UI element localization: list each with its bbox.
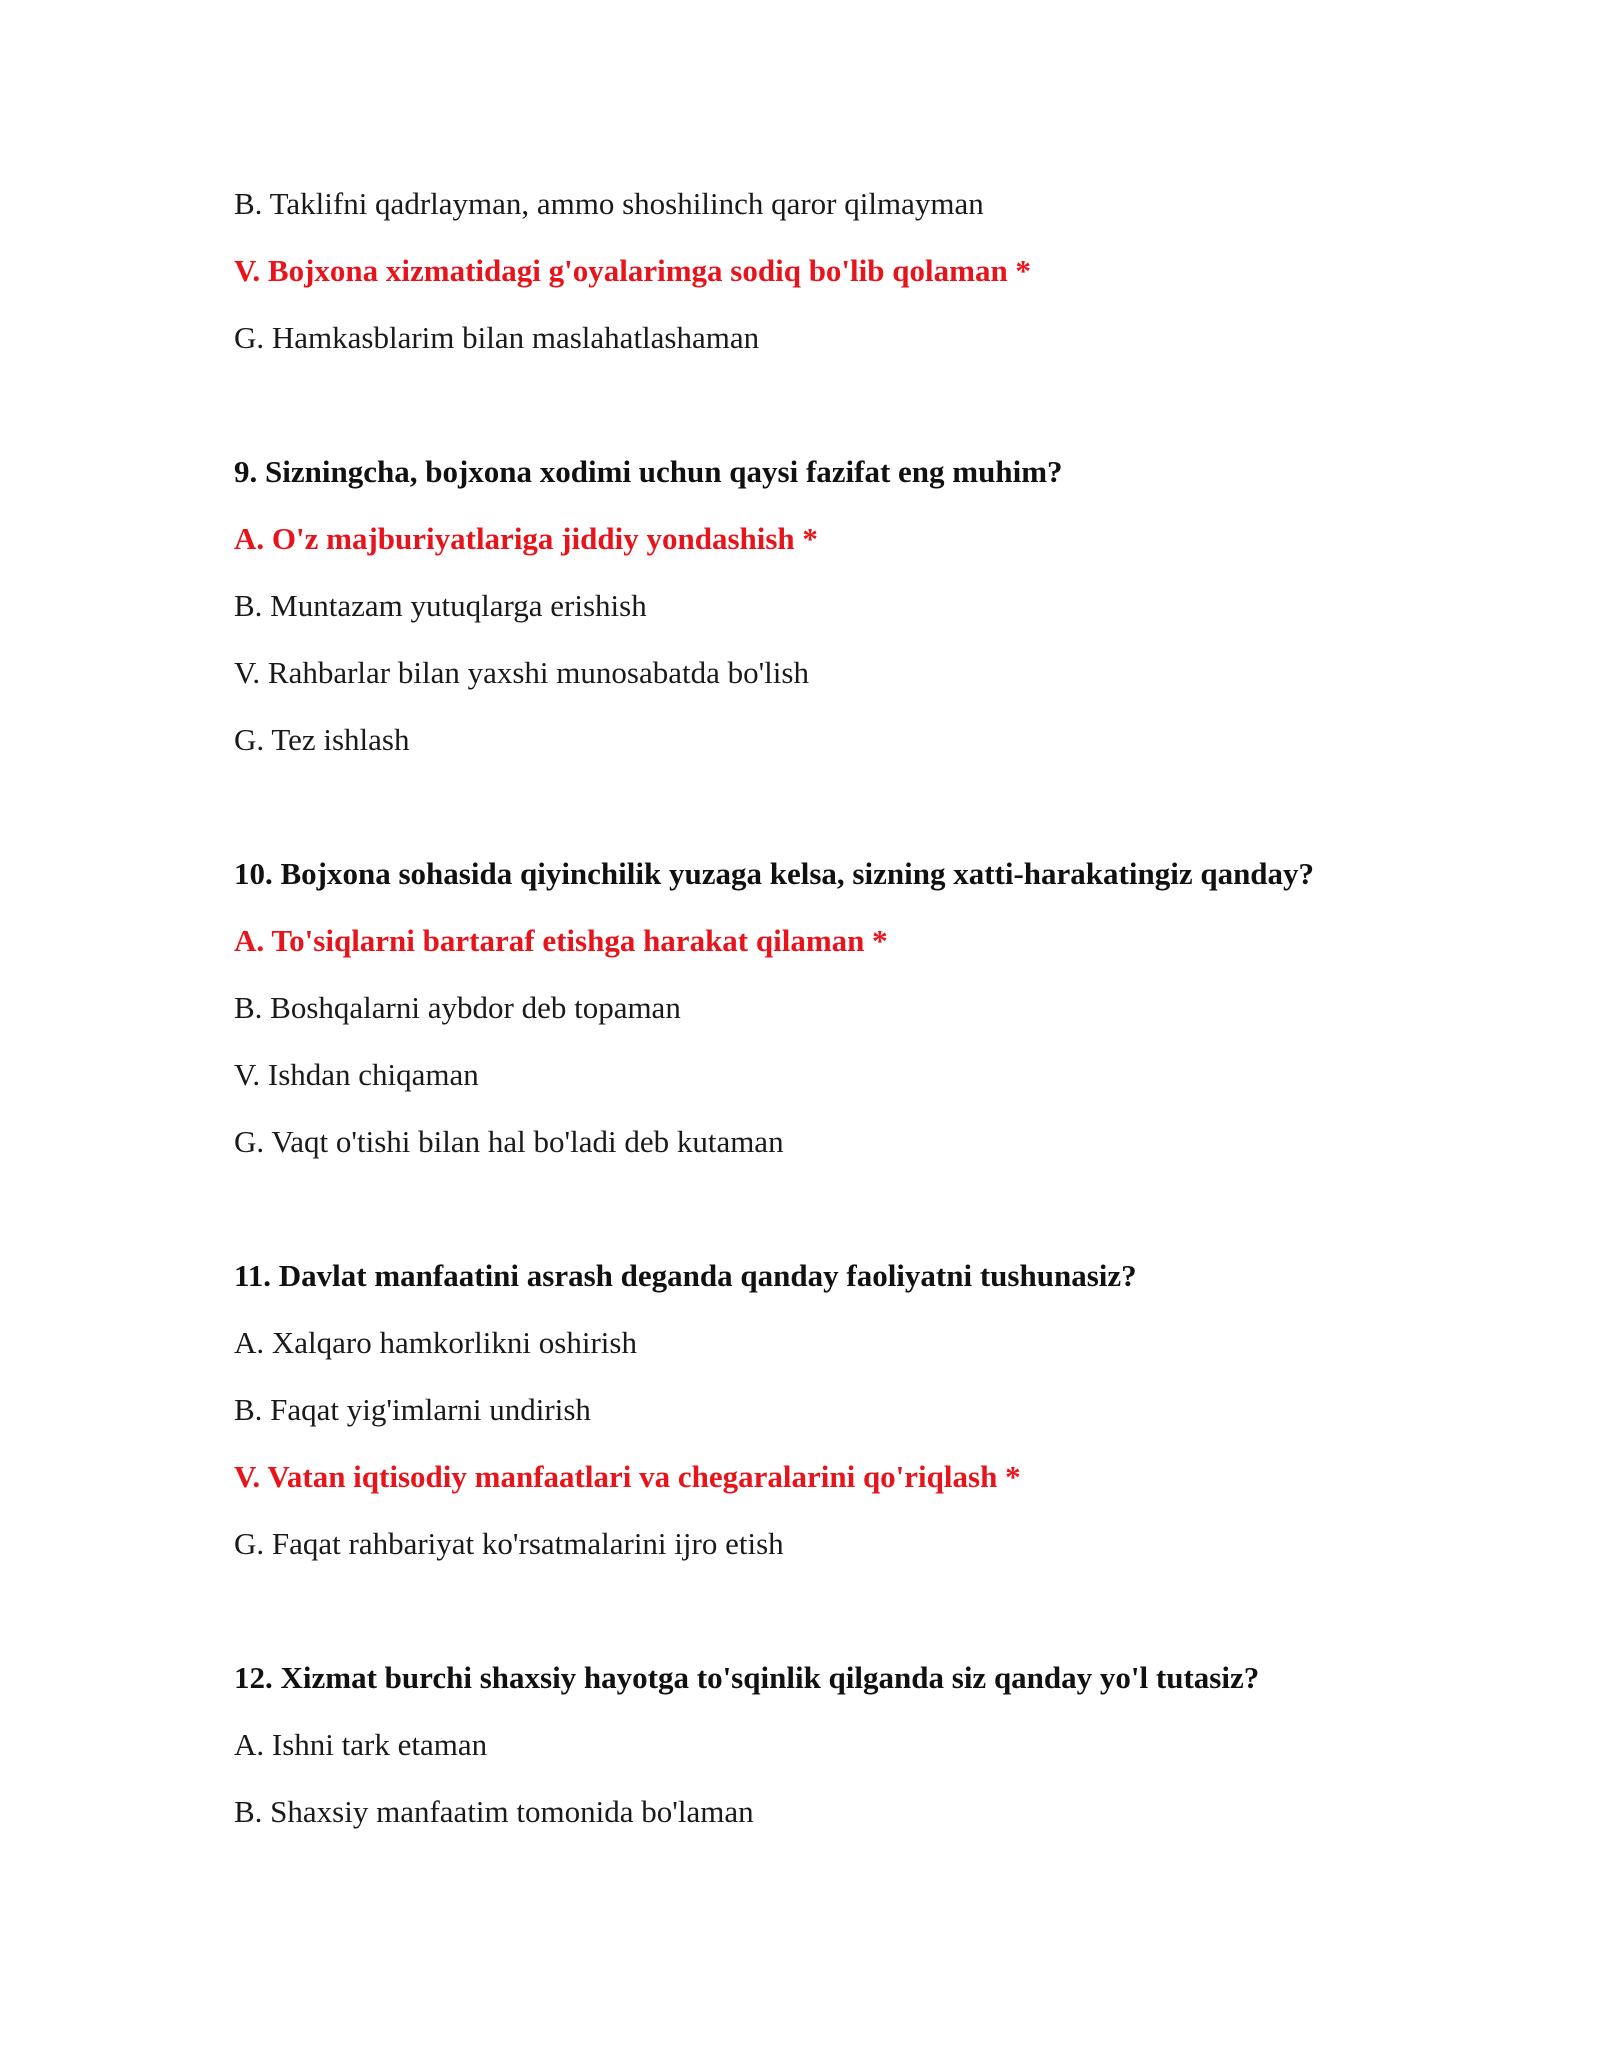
option-9-g: G. Tez ishlash — [234, 722, 410, 757]
question-12-title: 12. Xizmat burchi shaxsiy hayotga to'sqinlik qilganda siz qanday yo'l tutasiz? — [234, 1660, 1260, 1695]
option-10-b: B. Boshqalarni aybdor deb topaman — [234, 990, 681, 1025]
question-block-12 — [234, 1658, 1434, 1859]
spacer — [234, 1591, 1434, 1658]
option-11-a: A. Xalqaro hamkorlikni oshirish — [234, 1325, 637, 1360]
question-block-9 — [234, 452, 1434, 787]
spacer — [234, 385, 1434, 452]
question-block-10 — [234, 854, 1434, 1189]
option-11-g: G. Faqat rahbariyat ko'rsatmalarini ijro etish — [234, 1526, 784, 1561]
quiz-content — [234, 184, 1434, 1859]
option-12-b: B. Shaxsiy manfaatim tomonida bo'laman — [234, 1794, 754, 1829]
question-block-11 — [234, 1256, 1434, 1591]
option-9-b: B. Muntazam yutuqlarga erishish — [234, 588, 647, 623]
option-8-v-correct: V. Bojxona xizmatidagi g'oyalarimga sodiq bo'lib qolaman * — [234, 253, 1031, 288]
option-9-v: V. Rahbarlar bilan yaxshi munosabatda bo'lish — [234, 655, 809, 690]
option-9-a-correct: A. O'z majburiyatlariga jiddiy yondashish * — [234, 521, 818, 556]
option-11-v-correct: V. Vatan iqtisodiy manfaatlari va chegaralarini qo'riqlash * — [234, 1459, 1021, 1494]
question-9-title: 9. Sizningcha, bojxona xodimi uchun qaysi fazifat eng muhim? — [234, 454, 1063, 489]
question-10-title: 10. Bojxona sohasida qiyinchilik yuzaga kelsa, sizning xatti-harakatingiz qanday? — [234, 856, 1315, 891]
spacer — [234, 787, 1434, 854]
question-11-title: 11. Davlat manfaatini asrash deganda qanday faoliyatni tushunasiz? — [234, 1258, 1137, 1293]
option-8-g: G. Hamkasblarim bilan maslahatlashaman — [234, 320, 760, 355]
option-10-v: V. Ishdan chiqaman — [234, 1057, 479, 1092]
option-10-a-correct: A. To'siqlarni bartaraf etishga harakat qilaman * — [234, 923, 888, 958]
question-block-8 — [234, 184, 1434, 385]
option-12-a: A. Ishni tark etaman — [234, 1727, 488, 1762]
spacer — [234, 1189, 1434, 1256]
option-8-b: B. Taklifni qadrlayman, ammo shoshilinch qaror qilmayman — [234, 186, 984, 221]
option-11-b: B. Faqat yig'imlarni undirish — [234, 1392, 591, 1427]
option-10-g: G. Vaqt o'tishi bilan hal bo'ladi deb kutaman — [234, 1124, 784, 1159]
